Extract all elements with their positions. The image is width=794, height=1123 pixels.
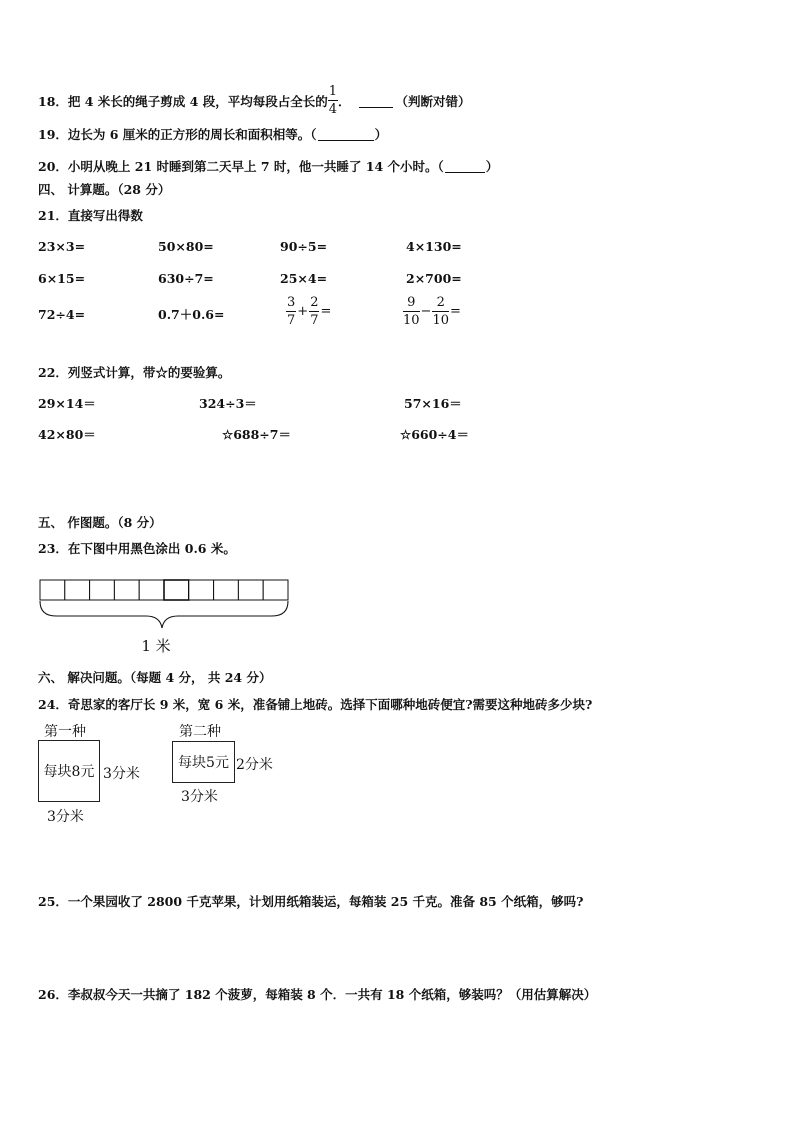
q21-item: 72÷4=	[38, 307, 86, 322]
question-18	[38, 84, 471, 118]
tile-1	[38, 740, 100, 802]
question-19-text: 19．边长为 6 厘米的正方形的周长和面积相等。（	[38, 127, 317, 142]
q21-item: 25×4=	[280, 271, 328, 286]
question-18-text: 18．把 4 米长的绳子剪成 4 段，平均每段占全长的	[38, 94, 328, 109]
tile-1-price: 每块8元	[43, 764, 95, 780]
fraction-numerator: 9	[403, 296, 420, 312]
fraction	[432, 296, 449, 327]
question-22-title: 22．列竖式计算，带☆的要验算。	[38, 365, 231, 380]
q22-item: ☆660÷4＝	[400, 427, 469, 442]
equals-sign: =	[450, 304, 461, 320]
q21-item: 50×80=	[158, 239, 214, 254]
q21-item: 630÷7=	[158, 271, 214, 286]
strip-cell[interactable]	[114, 580, 139, 600]
q21-item: 2×700=	[406, 271, 462, 286]
tile-2-caption: 第二种	[179, 724, 221, 740]
q21-item: 0.7＋0.6=	[158, 307, 225, 322]
q21-item: 4×130=	[406, 239, 462, 254]
section-5-heading: 五、 作图题。（8 分）	[38, 515, 162, 530]
fraction-numerator: 2	[432, 296, 449, 312]
question-20	[38, 157, 498, 175]
q22-item: 324÷3＝	[199, 396, 257, 411]
question-19	[38, 125, 387, 143]
fraction-denominator: 10	[403, 312, 420, 328]
question-25: 25．一个果园收了 2800 千克苹果，计划用纸箱装运，每箱装 25 千克。准备 85 个纸箱，够吗?	[38, 894, 584, 909]
fraction	[403, 296, 420, 327]
question-26: 26．李叔叔今天一共摘了 182 个菠萝，每箱装 8 个．一共有 18 个纸箱，够装吗？（用估算解决）	[38, 987, 597, 1002]
q22-item: ☆688÷7＝	[222, 427, 291, 442]
q21-item: 6×15=	[38, 271, 86, 286]
tile-1-side-length: 3分米	[103, 766, 140, 782]
fraction-numerator: 3	[287, 295, 296, 310]
strip-cell[interactable]	[139, 580, 164, 600]
fraction-denominator: 7	[287, 312, 296, 328]
fraction-denominator: 10	[432, 312, 449, 328]
strip-cell[interactable]	[263, 580, 288, 600]
fraction-numerator: 1	[328, 84, 337, 100]
q21-item: 90÷5=	[280, 239, 328, 254]
strip-cell[interactable]	[65, 580, 90, 600]
fraction-denominator: 7	[310, 312, 319, 328]
strip-cell[interactable]	[238, 580, 263, 600]
meter-strip-diagram	[36, 576, 296, 658]
section-4-heading: 四、 计算题。（28 分）	[38, 182, 171, 197]
q21-item: 23×3=	[38, 239, 86, 254]
equals-sign: =	[320, 304, 332, 320]
fraction	[309, 296, 319, 327]
answer-blank-20[interactable]	[445, 160, 485, 173]
minus-operator: −	[420, 304, 432, 320]
plus-operator: +	[297, 304, 309, 320]
tile-2-price: 每块5元	[178, 755, 229, 771]
tile-2-bottom-length: 3分米	[181, 789, 218, 805]
question-18-dot: ．	[337, 94, 351, 109]
strip-cell[interactable]	[90, 580, 115, 600]
tile-1-caption: 第一种	[44, 724, 86, 740]
section-6-heading: 六、 解决问题。（每题 4 分， 共 24 分）	[38, 670, 272, 685]
fraction-denominator: 4	[328, 102, 337, 117]
brace-label: 1 米	[141, 637, 171, 655]
q22-item: 42×80＝	[38, 427, 96, 442]
curly-brace	[40, 601, 288, 628]
strip-cell[interactable]	[214, 580, 239, 600]
strip-cell[interactable]	[164, 580, 189, 600]
fraction-difference-expression	[403, 296, 462, 327]
answer-blank-18[interactable]	[359, 95, 393, 108]
tile-2	[172, 741, 235, 783]
tile-1-bottom-length: 3分米	[47, 809, 84, 825]
fraction-numerator: 2	[310, 295, 319, 310]
strip-cell[interactable]	[189, 580, 214, 600]
fraction-one-quarter	[328, 85, 338, 116]
fraction-sum-expression	[286, 296, 332, 327]
question-20-close: ）	[485, 159, 499, 174]
strip-cell[interactable]	[40, 580, 65, 600]
question-18-suffix: （判断对错）	[395, 94, 471, 109]
question-21-title: 21．直接写出得数	[38, 208, 143, 223]
q22-item: 57×16＝	[404, 396, 462, 411]
question-24-title: 24．奇思家的客厅长 9 米，宽 6 米，准备铺上地砖。选择下面哪种地砖便宜?需要这种地砖多少块?	[38, 697, 593, 712]
tile-2-side-length: 2分米	[236, 757, 273, 773]
answer-blank-19[interactable]	[318, 128, 374, 141]
question-23-title: 23．在下图中用黑色涂出 0.6 米。	[38, 541, 236, 556]
fraction	[286, 296, 296, 327]
q22-item: 29×14＝	[38, 396, 96, 411]
question-20-text: 20．小明从晚上 21 时睡到第二天早上 7 时，他一共睡了 14 个小时。（	[38, 159, 444, 174]
question-19-close: ）	[374, 127, 388, 142]
meter-strip-cells	[40, 580, 288, 600]
